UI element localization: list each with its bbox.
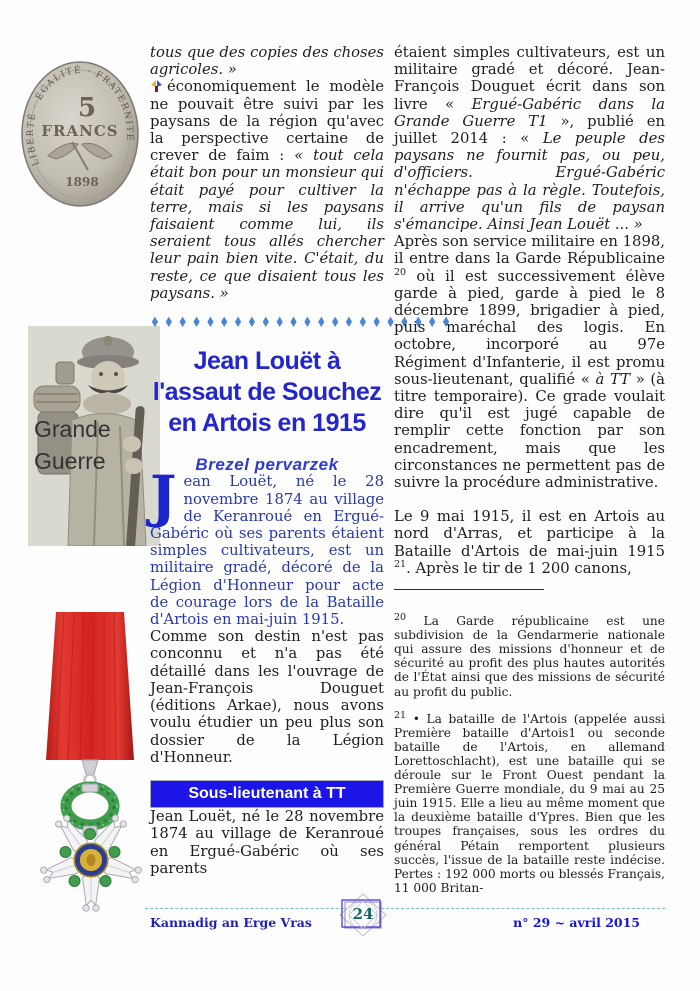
- footer-separator: [145, 908, 665, 909]
- footnote-20: [394, 614, 665, 699]
- repeat-paragraph: Jean Louët, né le 28 novembre 1874 au village de Keranroué en Ergué-Gabéric où ses parents: [150, 808, 384, 877]
- service-paragraph: [394, 233, 665, 491]
- artois-text2: . Après le tir de 1 200 canons,: [406, 559, 632, 577]
- footnote-20-text: La Garde républicaine est une subdivision de la Gendarmerie nationale qui assure des missions d'honneur et de sécurité au profit des plus hautes autorités de l'État ainsi que des missions de sécurité au profit du public.: [394, 614, 665, 699]
- coin-photo-5-francs: [20, 60, 140, 208]
- article-title-line1: Jean Louët à: [193, 347, 341, 376]
- service-text3: » (à titre temporaire). Ce grade voulait dire qu'il est jugé capable de remplir cette fonction par son encadrement, mais que les circonstances ne permettent pas de suivre la procédure administrative.: [394, 370, 665, 492]
- flower-bullet-icon: [150, 79, 163, 91]
- article-subtitle-breton: Brezel pervarzek: [195, 455, 339, 475]
- photo-caption-line2: Guerre: [34, 448, 106, 474]
- page-number: 24: [352, 905, 374, 923]
- footnote-20-marker: 20: [394, 612, 407, 624]
- drop-cap: J: [150, 464, 177, 531]
- soldier-photo-grande-guerre: [28, 326, 160, 546]
- intro-paragraph-text: ean Louët, né le 28 novembre 1874 au village de Keranroué en Ergué-Gabéric où ses parents étaient simples cultivateurs, est un militaire gradé, décoré de la Légion d'Honneur pour acte de courage lors de la Bataille d'Artois en mai-juin 1915.: [150, 473, 384, 629]
- footer-issue-date: n° 29 ~ avril 2015: [513, 915, 640, 930]
- article-title-line3: en Artois en 1915: [168, 409, 366, 438]
- douguet-quote: Le peuple des paysans ne fournit pas, ou peu, d'officiers. Ergué-Gabéric n'échappe pas à la règle. Toutefois, il arrive qu'un fils de paysan s'émancipe. Ainsi Jean Louët ... »: [394, 130, 665, 234]
- footnote-rule: [394, 589, 544, 590]
- coin-unit: FRANCS: [41, 122, 119, 140]
- coin-value: 5: [77, 93, 97, 123]
- medal-ribbon: [46, 612, 134, 760]
- douguet-paragraph: [394, 44, 665, 233]
- footnote-21-text: • La bataille de l'Artois (appelée aussi Première bataille d'Artois1 ou seconde bataille de l'Artois, en allemand Lorettoschlacht), est une bataille qui se déroule sur le Front Ouest pendant la Première Guerre mondiale, du 9 mai au 25 juin 1915. Elle a lieu au même moment que la deuxième bataille d'Ypres. Bien que les troupes françaises, sous les ordres du général Pétain remportent plusieurs succès, l'issue de la bataille reste indécise. Pertes : 192 000 morts ou blessés Français, 11 000 Britan-: [394, 711, 665, 895]
- douguet-text: étaient simples cultivateurs, est un militaire gradé et décoré. Jean-François Douguet écrit dans son livre «: [394, 44, 665, 113]
- footnotes: [394, 614, 665, 895]
- footer-journal-title: Kannadig an Erge Vras: [150, 915, 312, 930]
- legion-honneur-medal-photo: [20, 610, 160, 917]
- service-text: Après son service militaire en 1898, il entre dans la Garde Républicaine: [394, 233, 665, 268]
- footnote-21-marker: 21: [394, 709, 407, 721]
- service-text2: où il est successivement élève garde à pied, garde à pied le 8 décembre 1899, brigadier à pied, puis maréchal des logis. En octobre, incorporé au 97e Régiment d'Infanterie, il est promu sous-lieutenant, qualifié «: [394, 267, 665, 388]
- article-title-line2: l'assaut de Souchez: [152, 378, 382, 407]
- photo-caption-line1: Grande: [34, 416, 111, 442]
- artois-paragraph: [394, 508, 665, 577]
- tt-abbrev: à TT: [595, 370, 631, 388]
- artois-text: Le 9 mai 1915, il est en Artois au nord d'Arras, et participe à la Bataille d'Artois de mai-juin 1915: [394, 508, 665, 560]
- page-number-badge: [336, 892, 390, 938]
- coin-legend: LIBERTÉ · ÉGALITÉ · FRATERNITÉ: [25, 65, 135, 167]
- closing-quote-paragraph: tous que des copies des choses agricoles. »: [150, 44, 384, 79]
- destin-paragraph: Comme son destin n'est pas conconnu et n'a pas été détaillé dans les l'ouvrage de Jean-François Douguet (éditions Arkae), nous avons voulu étudier un peu plus son dossier de la Légion d'Honneur.: [150, 628, 384, 766]
- section-banner: Sous-lieutenant à TT: [150, 780, 384, 808]
- coin-year: 1898: [65, 175, 99, 189]
- economy-paragraph: [150, 78, 384, 302]
- book-title: Ergué-Gabéric dans la Grande Guerre T1: [394, 95, 665, 130]
- footnote-ref-21: 21: [394, 558, 407, 570]
- footnote-ref-20: 20: [394, 266, 407, 278]
- article-title: [150, 346, 384, 439]
- douguet-text2: », publié en juillet 2014 : «: [394, 112, 665, 148]
- right-text-column: [394, 44, 665, 895]
- economy-paragraph-lead: économiquement le modèle ne pouvait être suivi par les paysans de la région qu'avec la perspective certaine de crever de faim :: [150, 78, 384, 165]
- footnote-21: [394, 709, 665, 895]
- diamond-separator: ♦♦♦♦♦♦♦♦♦♦♦♦♦♦♦♦♦♦♦♦♦♦: [150, 314, 455, 331]
- economy-paragraph-quote: « tout cela était bon pour un monsieur qui était payé pour cultiver la terre, mais si les paysans faisaient comme lui, ils seraient tous allés chercher leur pain bien vite. C'était, du reste, ce que disaient tous les paysans. »: [150, 147, 384, 302]
